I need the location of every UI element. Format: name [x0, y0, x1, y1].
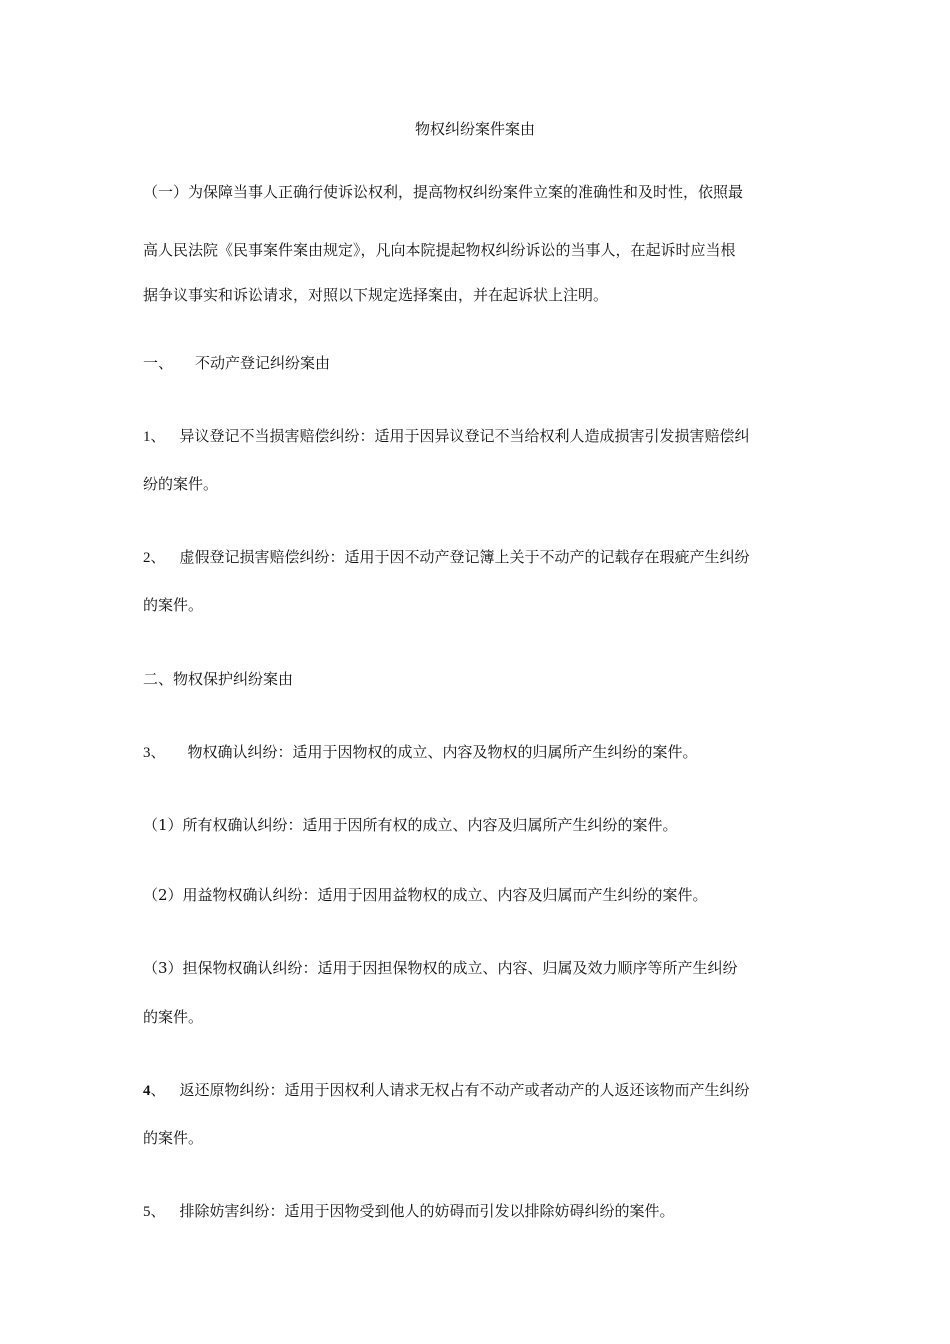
item-1-marker: 1、: [143, 429, 166, 445]
item-2-marker: 2、: [143, 550, 166, 566]
item-4-line-2: 的案件。: [143, 1129, 204, 1147]
item-1-line-2: 纷的案件。: [143, 475, 219, 493]
item-3-text: 物权确认纠纷：适用于因物权的成立、内容及物权的归属所产生纠纷的案件。: [187, 743, 698, 761]
sub-item-2: （2）用益物权确认纠纷：适用于因用益物权的成立、内容及归属而产生纠纷的案件。: [143, 886, 708, 904]
section-heading-2: 二、物权保护纠纷案由: [143, 670, 294, 688]
item-4: [143, 1079, 823, 1102]
item-1-line-1: 异议登记不当损害赔偿纠纷：适用于因异议登记不当给权利人造成损害引发损害赔偿纠: [179, 427, 750, 445]
section-heading-1: [143, 352, 823, 374]
item-3: [143, 741, 823, 764]
item-1: [143, 425, 823, 448]
document-title: 物权纠纷案件案由: [414, 120, 535, 138]
item-4-line-1: 返还原物纠纷：适用于因权利人请求无权占有不动产或者动产的人返还该物而产生纠纷: [179, 1081, 750, 1099]
item-2-line-2: 的案件。: [143, 596, 204, 614]
section-1-marker: 一、: [143, 354, 174, 372]
item-5-text: 排除妨害纠纷：适用于因物受到他人的妨碍而引发以排除妨碍纠纷的案件。: [179, 1202, 675, 1220]
item-5-marker: 5、: [143, 1204, 166, 1220]
item-4-marker: 4: [143, 1083, 151, 1099]
item-2-line-1: 虚假登记损害赔偿纠纷：适用于因不动产登记簿上关于不动产的记载存在瑕疵产生纠纷: [179, 548, 750, 566]
item-4-marker-suffix: 、: [150, 1081, 166, 1099]
sub-item-1: （1）所有权确认纠纷：适用于因所有权的成立、内容及归属所产生纠纷的案件。: [143, 816, 678, 834]
item-2: [143, 546, 823, 569]
section-1-title: 不动产登记纠纷案由: [195, 354, 331, 372]
sub-item-3-line-1: （3）担保物权确认纠纷：适用于因担保物权的成立、内容、归属及效力顺序等所产生纠纷: [143, 959, 738, 977]
item-3-marker: 3、: [143, 745, 166, 761]
intro-line-1: （一）为保障当事人正确行使诉讼权利，提高物权纠纷案件立案的准确性和及时性，依照最: [143, 183, 744, 201]
item-5: [143, 1200, 823, 1223]
intro-line-2: 高人民法院《民事案件案由规定》，凡向本院提起物权纠纷诉讼的当事人，在起诉时应当根: [143, 241, 736, 259]
sub-item-3-line-2: 的案件。: [143, 1008, 204, 1026]
intro-line-3: 据争议事实和诉讼请求，对照以下规定选择案由，并在起诉状上注明。: [143, 286, 609, 304]
